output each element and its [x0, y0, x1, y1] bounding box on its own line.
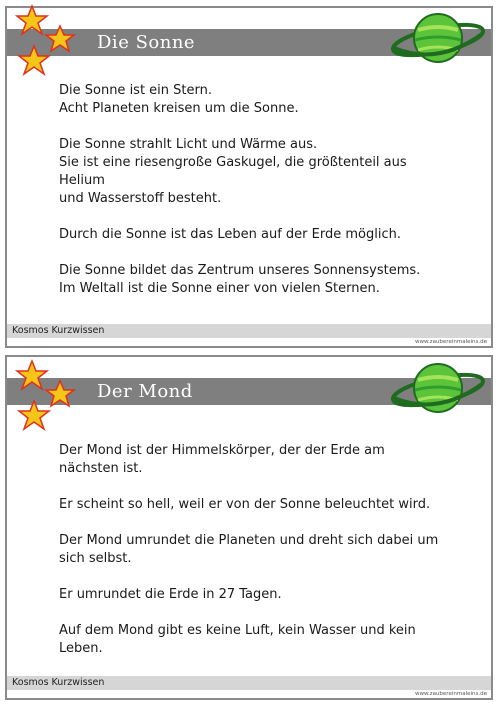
paragraph: [59, 586, 451, 604]
star-icon: [19, 46, 49, 74]
paragraph: [59, 496, 451, 514]
paragraph: [59, 532, 451, 568]
stars-decoration: [8, 357, 86, 435]
text-line: Leben.: [59, 641, 103, 656]
card-body: [59, 82, 451, 316]
planet-icon: [388, 358, 488, 418]
text-line: Durch die Sonne ist das Leben auf der Erde möglich.: [59, 227, 401, 242]
star-icon: [17, 6, 47, 34]
footer-url: www.zaubereinmaleins.de: [414, 339, 487, 345]
text-line: nächsten ist.: [59, 461, 143, 476]
star-icon: [46, 381, 74, 406]
footer-label: Kosmos Kurzwissen: [12, 325, 105, 336]
card-footer: [7, 676, 491, 698]
footer-bar: [7, 676, 491, 690]
star-icon: [46, 26, 74, 51]
text-line: Die Sonne ist ein Stern.: [59, 83, 212, 98]
text-line: Auf dem Mond gibt es keine Luft, kein Wasser und kein: [59, 623, 416, 638]
text-line: Der Mond umrundet die Planeten und dreht sich dabei um: [59, 533, 439, 548]
paragraph: [59, 82, 451, 118]
footer-label: Kosmos Kurzwissen: [12, 677, 105, 688]
star-icon: [19, 401, 49, 429]
text-line: sich selbst.: [59, 551, 132, 566]
text-line: Im Weltall ist die Sonne einer von vielen Sternen.: [59, 281, 380, 296]
text-line: Der Mond ist der Himmelskörper, der der Erde am: [59, 443, 385, 458]
stars-decoration: [8, 2, 86, 80]
text-line: Er scheint so hell, weil er von der Sonne beleuchtet wird.: [59, 497, 431, 512]
text-line: und Wasserstoff besteht.: [59, 191, 222, 206]
footer-url: www.zaubereinmaleins.de: [414, 691, 487, 697]
card-body: [59, 442, 451, 676]
text-line: Sie ist eine riesengroße Gaskugel, die größtenteil aus Helium: [59, 155, 407, 188]
paragraph: [59, 136, 451, 208]
text-line: Er umrundet die Erde in 27 Tagen.: [59, 587, 282, 602]
text-line: Acht Planeten kreisen um die Sonne.: [59, 101, 299, 116]
card-footer: [7, 324, 491, 346]
paragraph: [59, 262, 451, 298]
text-line: Die Sonne bildet das Zentrum unseres Sonnensystems.: [59, 263, 421, 278]
planet-icon: [388, 8, 488, 68]
paragraph: [59, 622, 451, 658]
star-icon: [17, 361, 47, 389]
paragraph: [59, 442, 451, 478]
text-line: Die Sonne strahlt Licht und Wärme aus.: [59, 137, 318, 152]
paragraph: [59, 226, 451, 244]
footer-bar: [7, 324, 491, 338]
card-title: Die Sonne: [97, 32, 196, 53]
card-title: Der Mond: [97, 381, 193, 402]
